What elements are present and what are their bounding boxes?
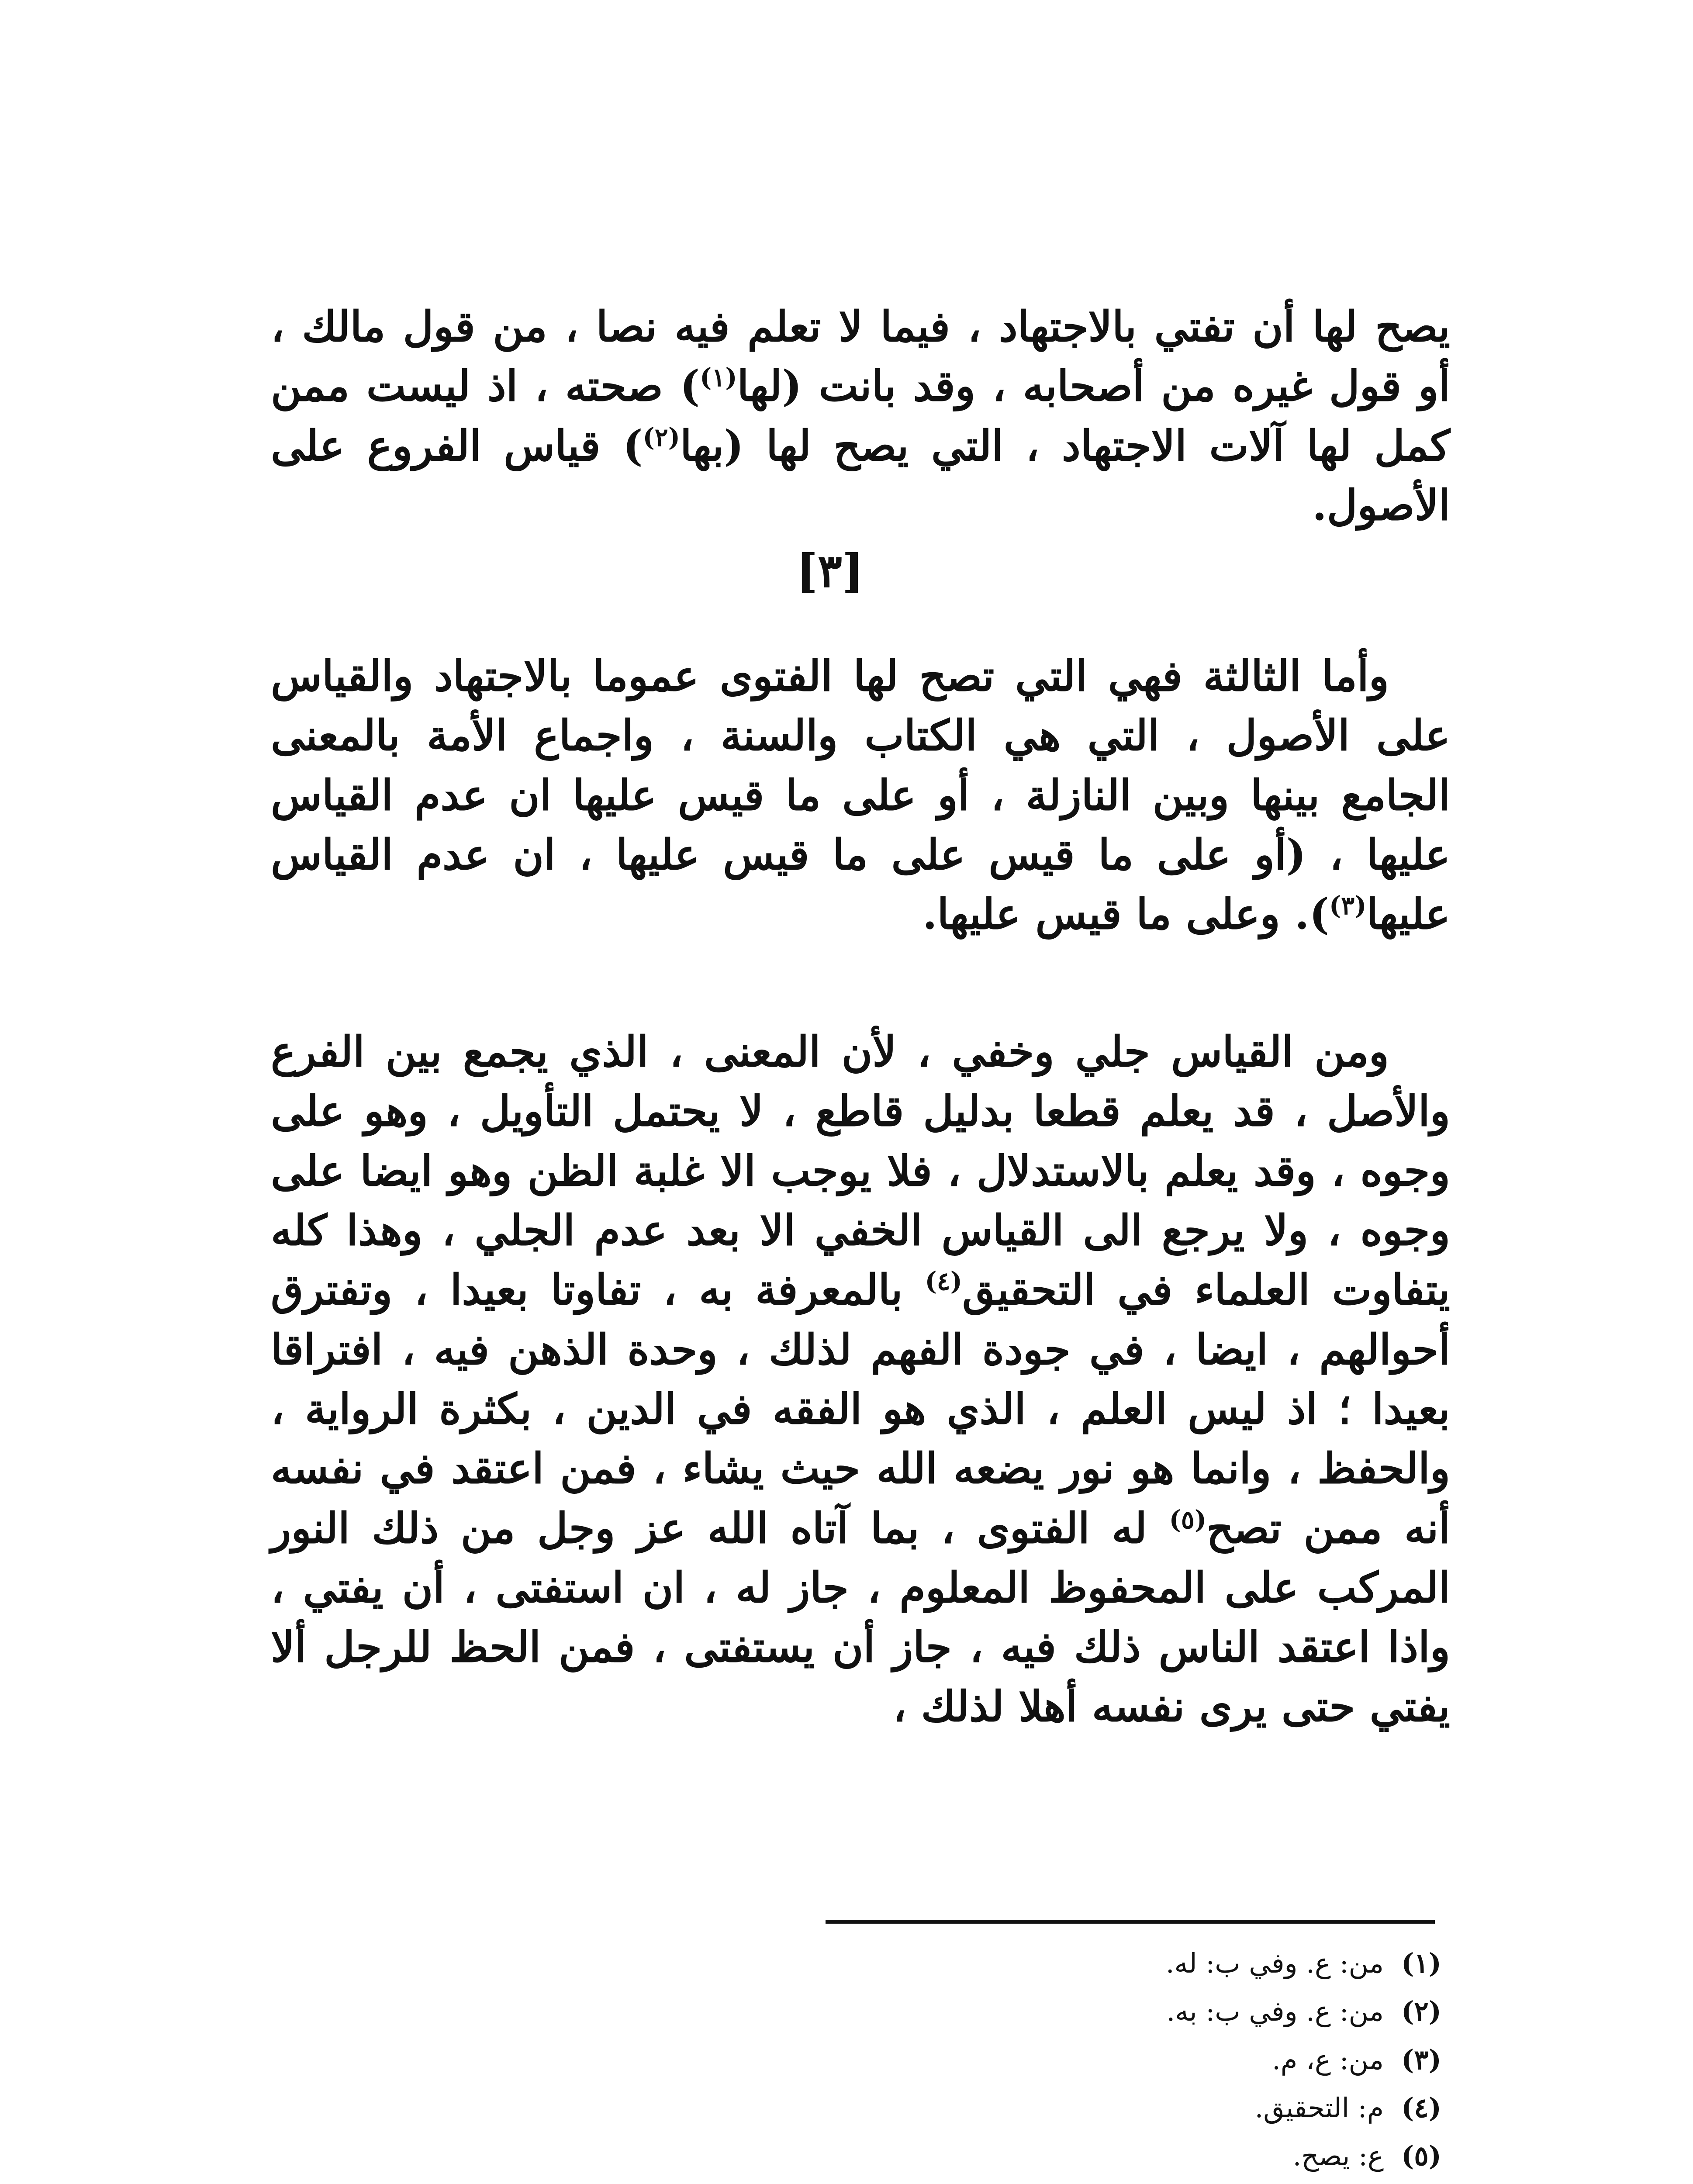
paragraph-third-category (271, 646, 1450, 962)
paragraph-text: بالمعرفة به ، تفاوتا بعيدا ، وتفترق أحوالهم ، ايضا ، في جودة الفهم لذلك ، وحدة الذهن فيه ، افتراقا بعيدا ؛ اذ ليس العلم ، الذي هو الفقه في الدين ، بكثرة الرواية ، والحفظ ، وانما هو نور يضعه الله حيث يشاء ، فمن اعتقد في نفسه أنه ممن تصح (271, 1265, 1451, 1553)
paragraph-fatwa-ijtihad (271, 297, 1450, 553)
footnote-item (961, 2036, 1441, 2084)
paragraph-text: وأما الثالثة فهي التي تصح لها الفتوى عموما بالاجتهاد والقياس على الأصول ، التي هي الكتاب والسنة ، واجماع الأمة بالمعنى الجامع بينها وبين النازلة ، أو على ما قيس عليها ان عدم القياس عليها ، (أو على ما قيس على ما قيس عليها ، ان عدم القياس عليها (271, 651, 1451, 939)
footnote-item (961, 2084, 1441, 2132)
paragraph-text: ) صحته ، اذ ليست ممن كمل لها آلات الاجتهاد ، التي يصح لها (بها (271, 361, 1451, 470)
footnote-ref: (٣) (1329, 891, 1367, 921)
footnote-text: من: ع. وفي ب: له. (1165, 1947, 1384, 1979)
footnote-number: (٤) (1401, 2092, 1441, 2124)
paragraph-qiyas (271, 1022, 1450, 1754)
footnote-ref: (١) (700, 363, 737, 393)
paragraph-text: يصح لها أن تفتي بالاجتهاد ، فيما لا تعلم فيه نصا ، من قول مالك ، أو قول غيره من أصحابه ، وقد بانت (لها (271, 302, 1451, 411)
footnote-text: من: ع. وفي ب: به. (1166, 1995, 1384, 2028)
footnote-item (961, 1939, 1441, 1987)
footnote-item (961, 2132, 1441, 2180)
footnote-number: (٣) (1401, 2043, 1441, 2076)
footnotes-list (961, 1939, 1441, 2181)
paragraph-text: ) قياس الفروع على الأصول. (271, 421, 1450, 530)
footnote-number: (٥) (1401, 2140, 1441, 2172)
footnote-text: من: ع، م. (1272, 2043, 1384, 2076)
footnote-number: (١) (1401, 1947, 1441, 1979)
footnote-text: ع: يصح. (1292, 2140, 1384, 2172)
footnote-number: (٢) (1401, 1995, 1441, 2028)
footnote-ref: (٤) (925, 1266, 962, 1296)
footnote-ref: (٢) (643, 422, 680, 452)
section-number: [٣] (796, 544, 864, 598)
paragraph-text: له الفتوى ، بما آتاه الله عز وجل من ذلك النور المركب على المحفوظ المعلوم ، جاز له ، ان استفتى ، أن يفتي ، واذا اعتقد الناس ذلك فيه ، جاز أن يستفتى ، فمن الحظ للرجل ألا يفتي حتى يرى نفسه أهلا لذلك ، (271, 1503, 1450, 1731)
paragraph-text: ومن القياس جلي وخفي ، لأن المعنى ، الذي يجمع بين الفرع والأصل ، قد يعلم قطعا بدليل قاطع ، لا يحتمل التأويل ، وهو على وجوه ، وقد يعلم بالاستدلال ، فلا يوجب الا غلبة الظن وهو ايضا على وجوه ، ولا يرجع الى القياس الخفي الا بعد عدم الجلي ، وهذا كله يتفاوت العلماء في التحقيق (271, 1027, 1451, 1315)
footnote-text: م: التحقيق. (1254, 2092, 1384, 2124)
paragraph-text: ). وعلى ما قيس عليها. (923, 889, 1329, 939)
footnote-divider (826, 1920, 1435, 1924)
footnote-ref: (٥) (1169, 1504, 1207, 1534)
footnote-item (961, 1987, 1441, 2035)
